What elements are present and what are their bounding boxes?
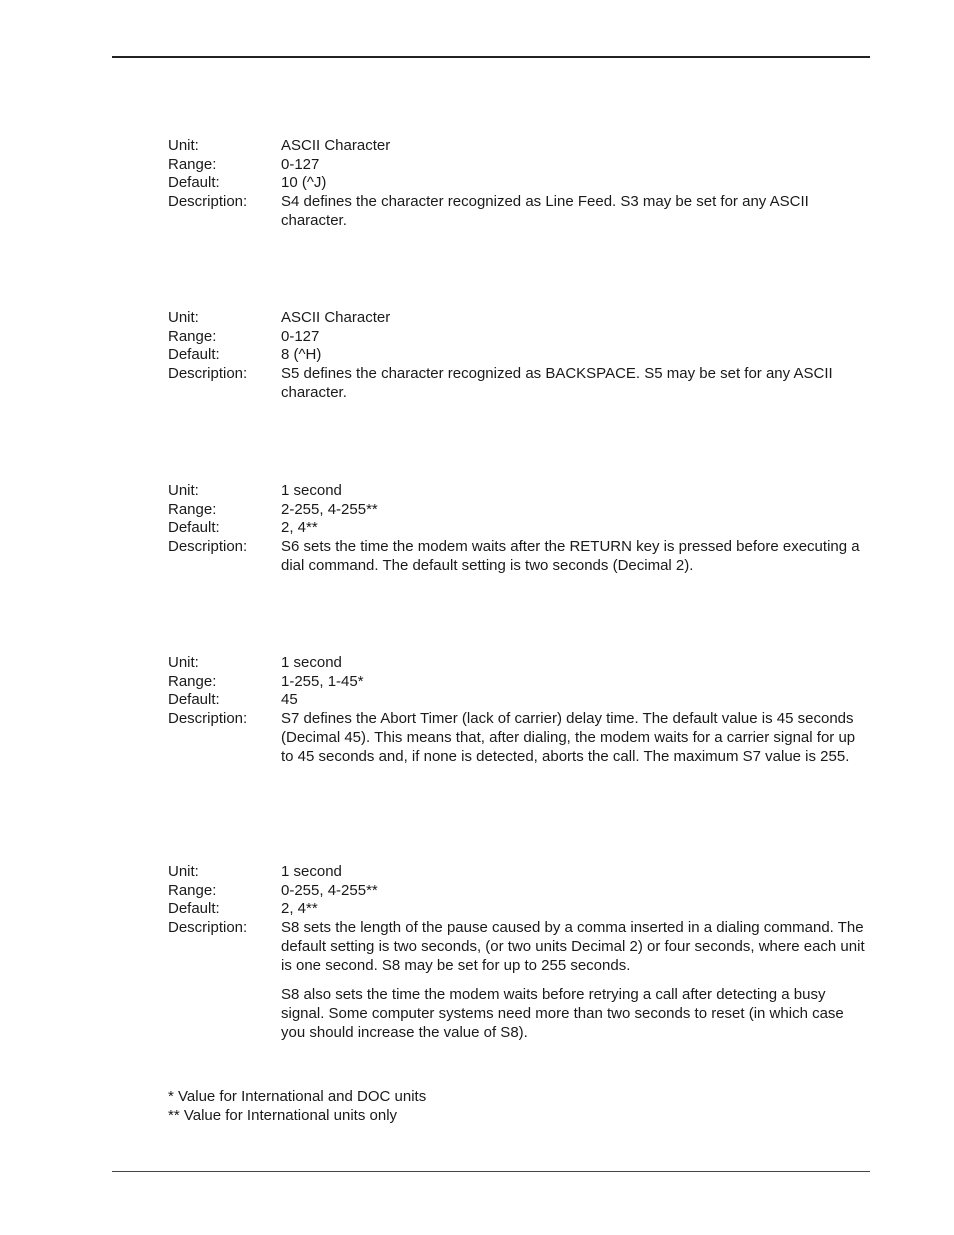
default-value: 2, 4** [281, 519, 318, 537]
description-paragraph: S4 defines the character recognized as Line Feed. S3 may be set for any ASCII character. [281, 193, 809, 229]
default-label: Default: [168, 346, 220, 364]
description-text [281, 538, 870, 575]
header-rule [112, 56, 870, 58]
unit-label: Unit: [168, 863, 199, 880]
default-row [168, 900, 870, 919]
default-row [168, 519, 870, 538]
default-label: Default: [168, 691, 220, 709]
unit-row [168, 309, 870, 328]
footnote-double-asterisk: ** Value for International units only [168, 1106, 398, 1124]
description-label: Description: [168, 365, 248, 383]
register-block-s5 [168, 309, 870, 403]
unit-row [168, 137, 870, 156]
range-value: 0-255, 4-255** [281, 881, 378, 899]
range-value: 1-255, 1-45* [281, 672, 364, 690]
default-value: 2, 4** [281, 900, 318, 918]
range-label: Range: [168, 881, 217, 899]
range-row [168, 501, 870, 520]
default-row [168, 174, 870, 193]
register-block-s6 [168, 482, 870, 576]
unit-label: Unit: [168, 482, 199, 499]
range-label: Range: [168, 327, 217, 345]
description-row [168, 538, 870, 575]
register-block-s4 [168, 137, 870, 231]
description-text [281, 919, 870, 1042]
description-row [168, 919, 870, 1042]
footnotes [168, 1088, 426, 1125]
footnote-single-asterisk: * Value for International and DOC units [168, 1088, 427, 1105]
description-label: Description: [168, 538, 248, 556]
description-text [281, 710, 870, 766]
unit-value: ASCII Character [281, 309, 391, 326]
description-text [281, 365, 870, 402]
default-value: 45 [281, 691, 298, 709]
footer-rule [112, 1171, 870, 1172]
unit-row [168, 654, 870, 673]
description-paragraph: S5 defines the character recognized as BACKSPACE. S5 may be set for any ASCII character. [281, 365, 833, 401]
unit-label: Unit: [168, 309, 199, 326]
unit-label: Unit: [168, 137, 199, 154]
unit-label: Unit: [168, 654, 199, 671]
range-row [168, 328, 870, 347]
default-value: 10 (^J) [281, 174, 327, 192]
description-text [281, 193, 870, 230]
default-label: Default: [168, 519, 220, 537]
description-paragraph: S8 sets the length of the pause caused by a comma inserted in a dialing command. The default setting is two seconds, (or two units Decimal 2) or four seconds, where each unit is one second. S8 may be set for up to 255 seconds. [281, 919, 865, 974]
description-row [168, 710, 870, 766]
range-value: 0-127 [281, 327, 320, 345]
default-row [168, 691, 870, 710]
range-label: Range: [168, 672, 217, 690]
range-row [168, 882, 870, 901]
default-row [168, 346, 870, 365]
range-row [168, 673, 870, 692]
unit-value: 1 second [281, 654, 342, 671]
unit-row [168, 863, 870, 882]
range-row [168, 156, 870, 175]
description-paragraph: S7 defines the Abort Timer (lack of carrier) delay time. The default value is 45 seconds (Decimal 45). This means that, after dialing, the modem waits for a carrier signal for up to 45 seconds and, if none is detected, aborts the call. The maximum S7 value is 255. [281, 710, 856, 765]
default-label: Default: [168, 174, 220, 192]
range-value: 2-255, 4-255** [281, 500, 378, 518]
default-label: Default: [168, 900, 220, 918]
range-value: 0-127 [281, 155, 320, 173]
description-label: Description: [168, 710, 248, 728]
register-block-s7 [168, 654, 870, 766]
unit-row [168, 482, 870, 501]
unit-value: 1 second [281, 863, 342, 880]
unit-value: 1 second [281, 482, 342, 499]
description-paragraph: S6 sets the time the modem waits after the RETURN key is pressed before executing a dial command. The default setting is two seconds (Decimal 2). [281, 538, 860, 574]
range-label: Range: [168, 155, 217, 173]
register-block-s8 [168, 863, 870, 1042]
description-label: Description: [168, 919, 248, 937]
unit-value: ASCII Character [281, 137, 391, 154]
description-row [168, 365, 870, 402]
description-row [168, 193, 870, 230]
default-value: 8 (^H) [281, 346, 322, 364]
description-paragraph: S8 also sets the time the modem waits before retrying a call after detecting a busy signal. Some computer systems need more than two seconds to reset (in which case you should increase the value of S8). [281, 986, 844, 1041]
description-label: Description: [168, 193, 248, 211]
range-label: Range: [168, 500, 217, 518]
